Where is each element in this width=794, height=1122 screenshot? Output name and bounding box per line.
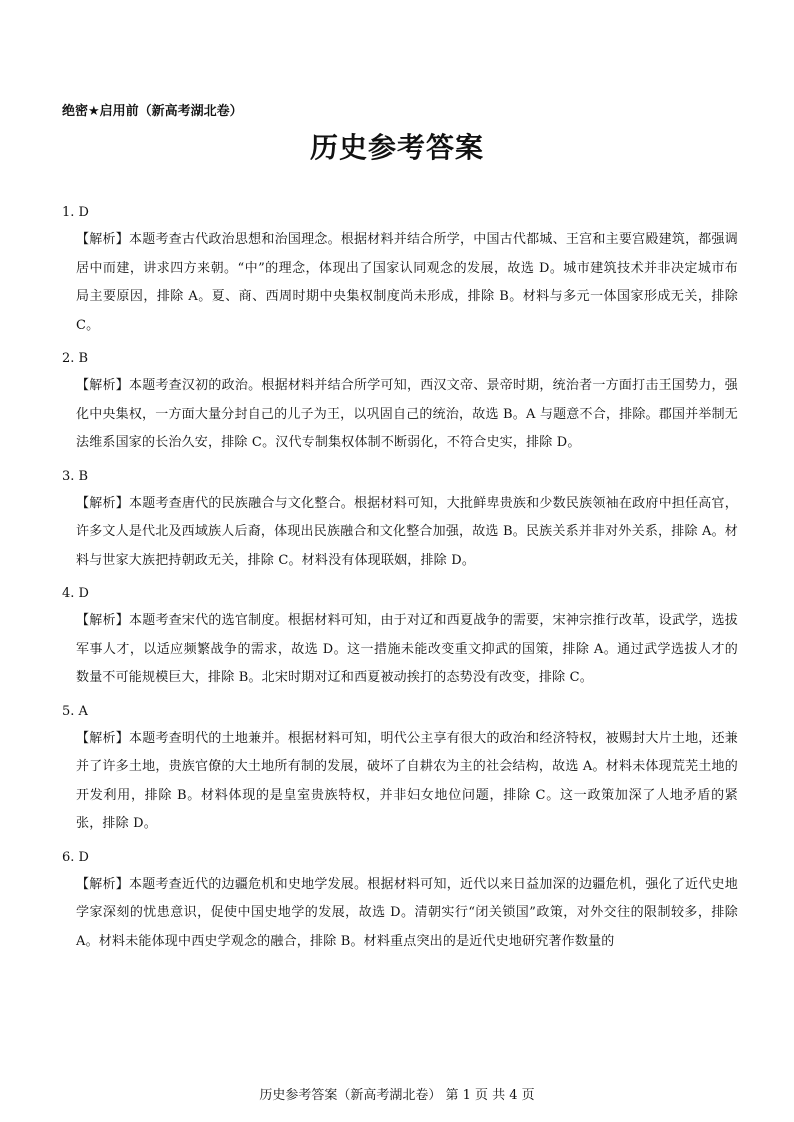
answer-number: 4. D bbox=[62, 586, 89, 601]
answer-number: 2. B bbox=[62, 351, 89, 366]
answer-analysis: 【解析】本题考查汉初的政治。根据材料并结合所学可知，西汉文帝、景帝时期，统治者一方面打击王国势力，强化中央集权，一方面大量分封自己的儿子为王，以巩固自己的统治，故选 B。A 与题意不合，排除。郡国并举制无法维系国家的长治久安，排除 C。汉代专制集权体制不断弱化，不符合史实，排除 D。 bbox=[76, 378, 738, 450]
answer-list bbox=[62, 200, 738, 962]
answer-item-4 bbox=[62, 581, 738, 693]
answer-number: 5. A bbox=[62, 703, 88, 719]
page-footer: 历史参考答案（新高考湖北卷） 第 1 页 共 4 页 bbox=[259, 1088, 535, 1103]
answer-item-2 bbox=[62, 346, 738, 458]
answer-number: 1. D bbox=[62, 205, 89, 220]
answer-item-5 bbox=[62, 699, 738, 839]
page-title: 历史参考答案 bbox=[309, 131, 484, 164]
answer-number: 3. B bbox=[62, 468, 89, 484]
answer-analysis: 【解析】本题考查宋代的选官制度。根据材料可知，由于对辽和西夏战争的需要，宋神宗推行改革，设武学，选拔军事人才，以适应频繁战争的需求，故选 D。这一措施未能改变重文抑武的国策，排除 A。通过武学选拔人才的数量不可能规模巨大，排除 B。北宋时期对辽和西夏被动挨打的态势没有改变，排除 C。 bbox=[76, 613, 738, 685]
answer-analysis: 【解析】本题考查古代政治思想和治国理念。根据材料并结合所学，中国古代都城、王宫和主要宫殿建筑，都强调居中而建，讲求四方来朝。“中”的理念，体现出了国家认同观念的发展，故选 D。城市建筑技术并非决定城市布局主要原因，排除 A。夏、商、西周时期中央集权制度尚未形成，排除 B。材料与多元一体国家形成无关，排除 C。 bbox=[76, 232, 738, 333]
answer-analysis: 【解析】本题考查唐代的民族融合与文化整合。根据材料可知，大批鲜卑贵族和少数民族领袖在政府中担任高官，许多文人是代北及西域族人后裔，体现出民族融合和文化整合加强，故选 B。民族关系并非对外关系，排除 A。材料与世家大族把持朝政无关，排除 C。材料没有体现联姻，排除 D。 bbox=[76, 495, 738, 568]
answer-item-3 bbox=[62, 464, 738, 576]
confidential-label: 绝密★启用前（新高考湖北卷） bbox=[62, 104, 243, 119]
answer-analysis: 【解析】本题考查近代的边疆危机和史地学发展。根据材料可知，近代以来日益加深的边疆危机，强化了近代史地学家深刻的忧患意识，促使中国史地学的发展，故选 D。清朝实行“闭关锁国”政策，对外交往的限制较多，排除 A。材料未能体现中西史学观念的融合，排除 B。材料重点突出的是近代史地研究著作数量的 bbox=[76, 876, 738, 949]
answer-number: 6. D bbox=[62, 849, 89, 865]
answer-item-1 bbox=[62, 200, 738, 340]
answer-item-6 bbox=[62, 845, 738, 957]
answer-analysis: 【解析】本题考查明代的土地兼并。根据材料可知，明代公主享有很大的政治和经济特权，被赐封大片土地，还兼并了许多土地，贵族官僚的大土地所有制的发展，破坏了自耕农为主的社会结构，故选 A。材料未体现荒芜土地的开发利用，排除 B。材料体现的是皇室贵族特权，并非妇女地位问题，排除 C。这一政策加深了人地矛盾的紧张，排除 D。 bbox=[76, 730, 738, 831]
